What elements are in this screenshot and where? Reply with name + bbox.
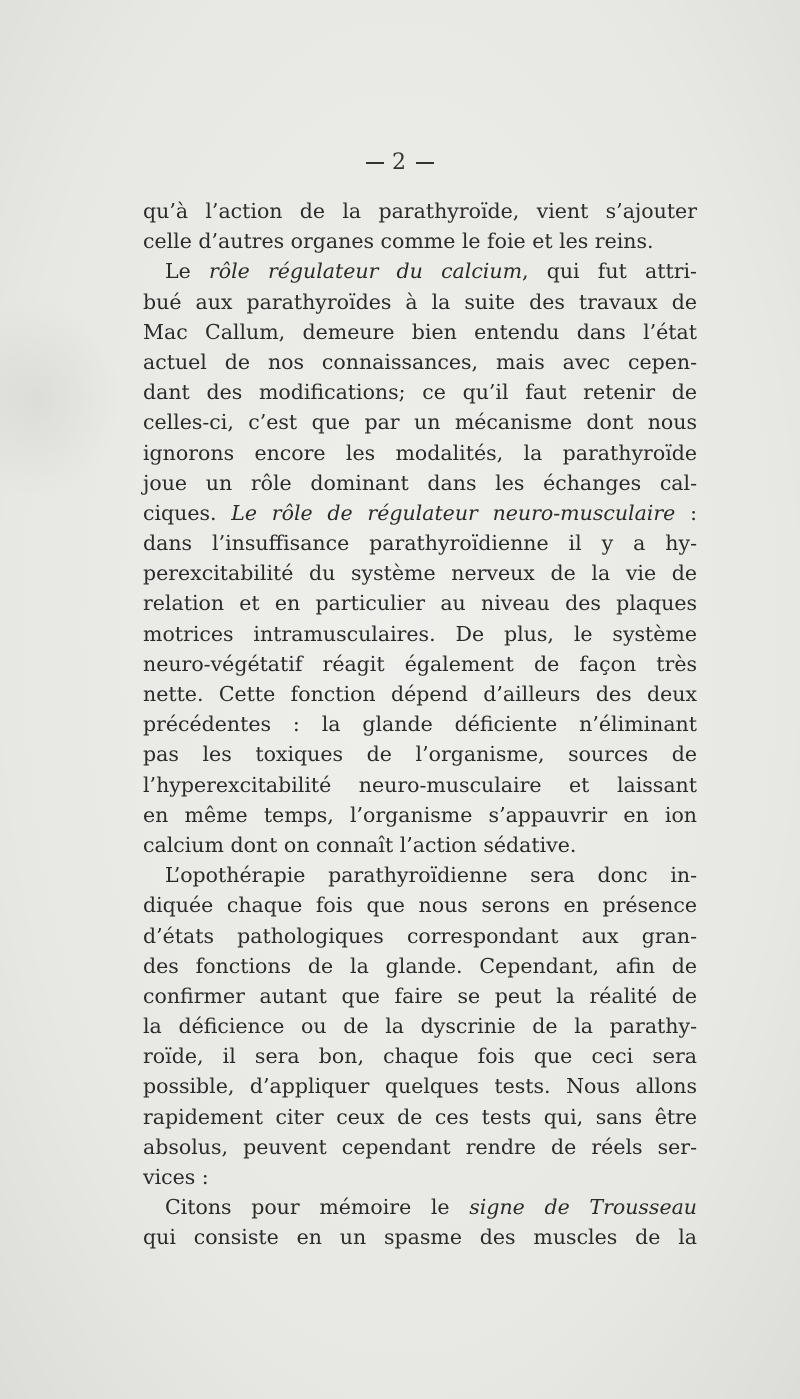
text-line	[143, 287, 697, 317]
text-segment: perexcitabilité du système nerveux de la vie de	[143, 561, 697, 586]
text-line	[143, 1132, 697, 1162]
text-segment: ciques.	[143, 500, 232, 525]
text-segment: bué aux parathyroïdes à la suite des travaux de	[143, 289, 697, 314]
text-line	[143, 709, 697, 739]
text-segment: pas les toxiques de l’organisme, sources de	[143, 742, 697, 767]
text-segment: motrices intramusculaires. De plus, le système	[143, 621, 697, 646]
italic-text-segment: Le rôle de régulateur neuro-musculaire	[231, 500, 676, 525]
text-line	[143, 347, 697, 377]
text-segment: neuro-végétatif réagit également de façon très	[143, 651, 697, 676]
text-segment: la déficience ou de la dyscrinie de la parathy-	[143, 1014, 697, 1039]
text-line	[143, 1011, 697, 1041]
text-line	[143, 619, 697, 649]
paper-stain	[0, 300, 120, 500]
text-line	[143, 468, 697, 498]
page-number-dash-right	[416, 162, 434, 164]
text-segment: joue un rôle dominant dans les échanges cal-	[143, 470, 697, 495]
page-number-dash-left	[366, 162, 384, 164]
text-segment: dant des modifications; ce qu’il faut retenir de	[143, 380, 697, 405]
text-segment: d’états pathologiques correspondant aux gran-	[143, 923, 697, 948]
text-segment: calcium dont on connaît l’action sédative.	[143, 832, 577, 857]
text-line	[143, 256, 697, 286]
text-segment: qu’à l’action de la parathyroïde, vient s’ajouter	[143, 199, 697, 223]
text-segment: en même temps, l’organisme s’appauvrir en ion	[143, 802, 697, 827]
text-segment: l’hyperexcitabilité neuro-musculaire et laissant	[143, 772, 697, 797]
text-line	[143, 800, 697, 830]
text-line	[143, 407, 697, 437]
text-line	[143, 528, 697, 558]
text-segment: Citons pour mémoire le	[165, 1195, 470, 1220]
text-segment: rapidement citer ceux de ces tests qui, sans être	[143, 1104, 697, 1129]
text-line	[143, 770, 697, 800]
page-number	[0, 150, 800, 175]
italic-text-segment: rôle régulateur du calcium	[208, 259, 523, 284]
text-segment: possible, d’appliquer quelques tests. Nous allons	[143, 1074, 697, 1099]
text-segment: dans l’insuffisance parathyroïdienne il y a hy-	[143, 531, 697, 556]
text-segment: confirmer autant que faire se peut la réalité de	[143, 983, 697, 1008]
text-segment: Mac Callum, demeure bien entendu dans l’état	[143, 319, 697, 344]
text-segment: diquée chaque fois que nous serons en présence	[143, 893, 697, 918]
text-line	[143, 1192, 697, 1222]
page-number-value: 2	[392, 150, 408, 175]
text-segment: relation et en particulier au niveau des plaques	[143, 591, 697, 616]
text-line	[143, 951, 697, 981]
text-line	[143, 981, 697, 1011]
text-line	[143, 830, 697, 860]
text-line	[143, 1071, 697, 1101]
text-segment: roïde, il sera bon, chaque fois que ceci sera	[143, 1044, 697, 1069]
text-line	[143, 921, 697, 951]
text-line	[143, 1222, 697, 1252]
text-line	[143, 498, 697, 528]
text-line	[143, 558, 697, 588]
text-line	[143, 1102, 697, 1132]
text-line	[143, 377, 697, 407]
italic-text-segment: signe de Trousseau	[469, 1195, 698, 1220]
text-line	[143, 438, 697, 468]
text-segment: précédentes : la glande déficiente n’éliminant	[143, 712, 697, 737]
text-line	[143, 679, 697, 709]
text-segment: Le	[165, 259, 209, 284]
text-segment: actuel de nos connaissances, mais avec cepen-	[143, 349, 697, 374]
text-line	[143, 860, 697, 890]
text-line	[143, 1041, 697, 1071]
text-line	[143, 890, 697, 920]
text-segment: celle d’autres organes comme le foie et les reins.	[143, 229, 654, 254]
text-segment: qui consiste en un spasme des muscles de la	[143, 1225, 697, 1250]
text-line	[143, 196, 697, 226]
text-line	[143, 1162, 697, 1192]
text-line	[143, 226, 697, 256]
text-segment: , qui fut attri-	[522, 259, 697, 284]
text-segment: nette. Cette fonction dépend d’ailleurs des deux	[143, 682, 697, 706]
text-segment: L’opothérapie parathyroïdienne sera donc in-	[165, 863, 697, 888]
text-segment: des fonctions de la glande. Cependant, afin de	[143, 953, 697, 978]
text-segment: celles-ci, c’est que par un mécanisme dont nous	[143, 410, 697, 435]
text-segment: vices :	[143, 1165, 209, 1189]
text-line	[143, 317, 697, 347]
text-segment: ignorons encore les modalités, la parathyroïde	[143, 440, 697, 465]
text-line	[143, 588, 697, 618]
text-segment: absolus, peuvent cependant rendre de réels ser-	[143, 1134, 697, 1159]
text-line	[143, 739, 697, 769]
text-segment: :	[675, 500, 697, 525]
text-line	[143, 649, 697, 679]
body-text	[143, 196, 697, 1253]
